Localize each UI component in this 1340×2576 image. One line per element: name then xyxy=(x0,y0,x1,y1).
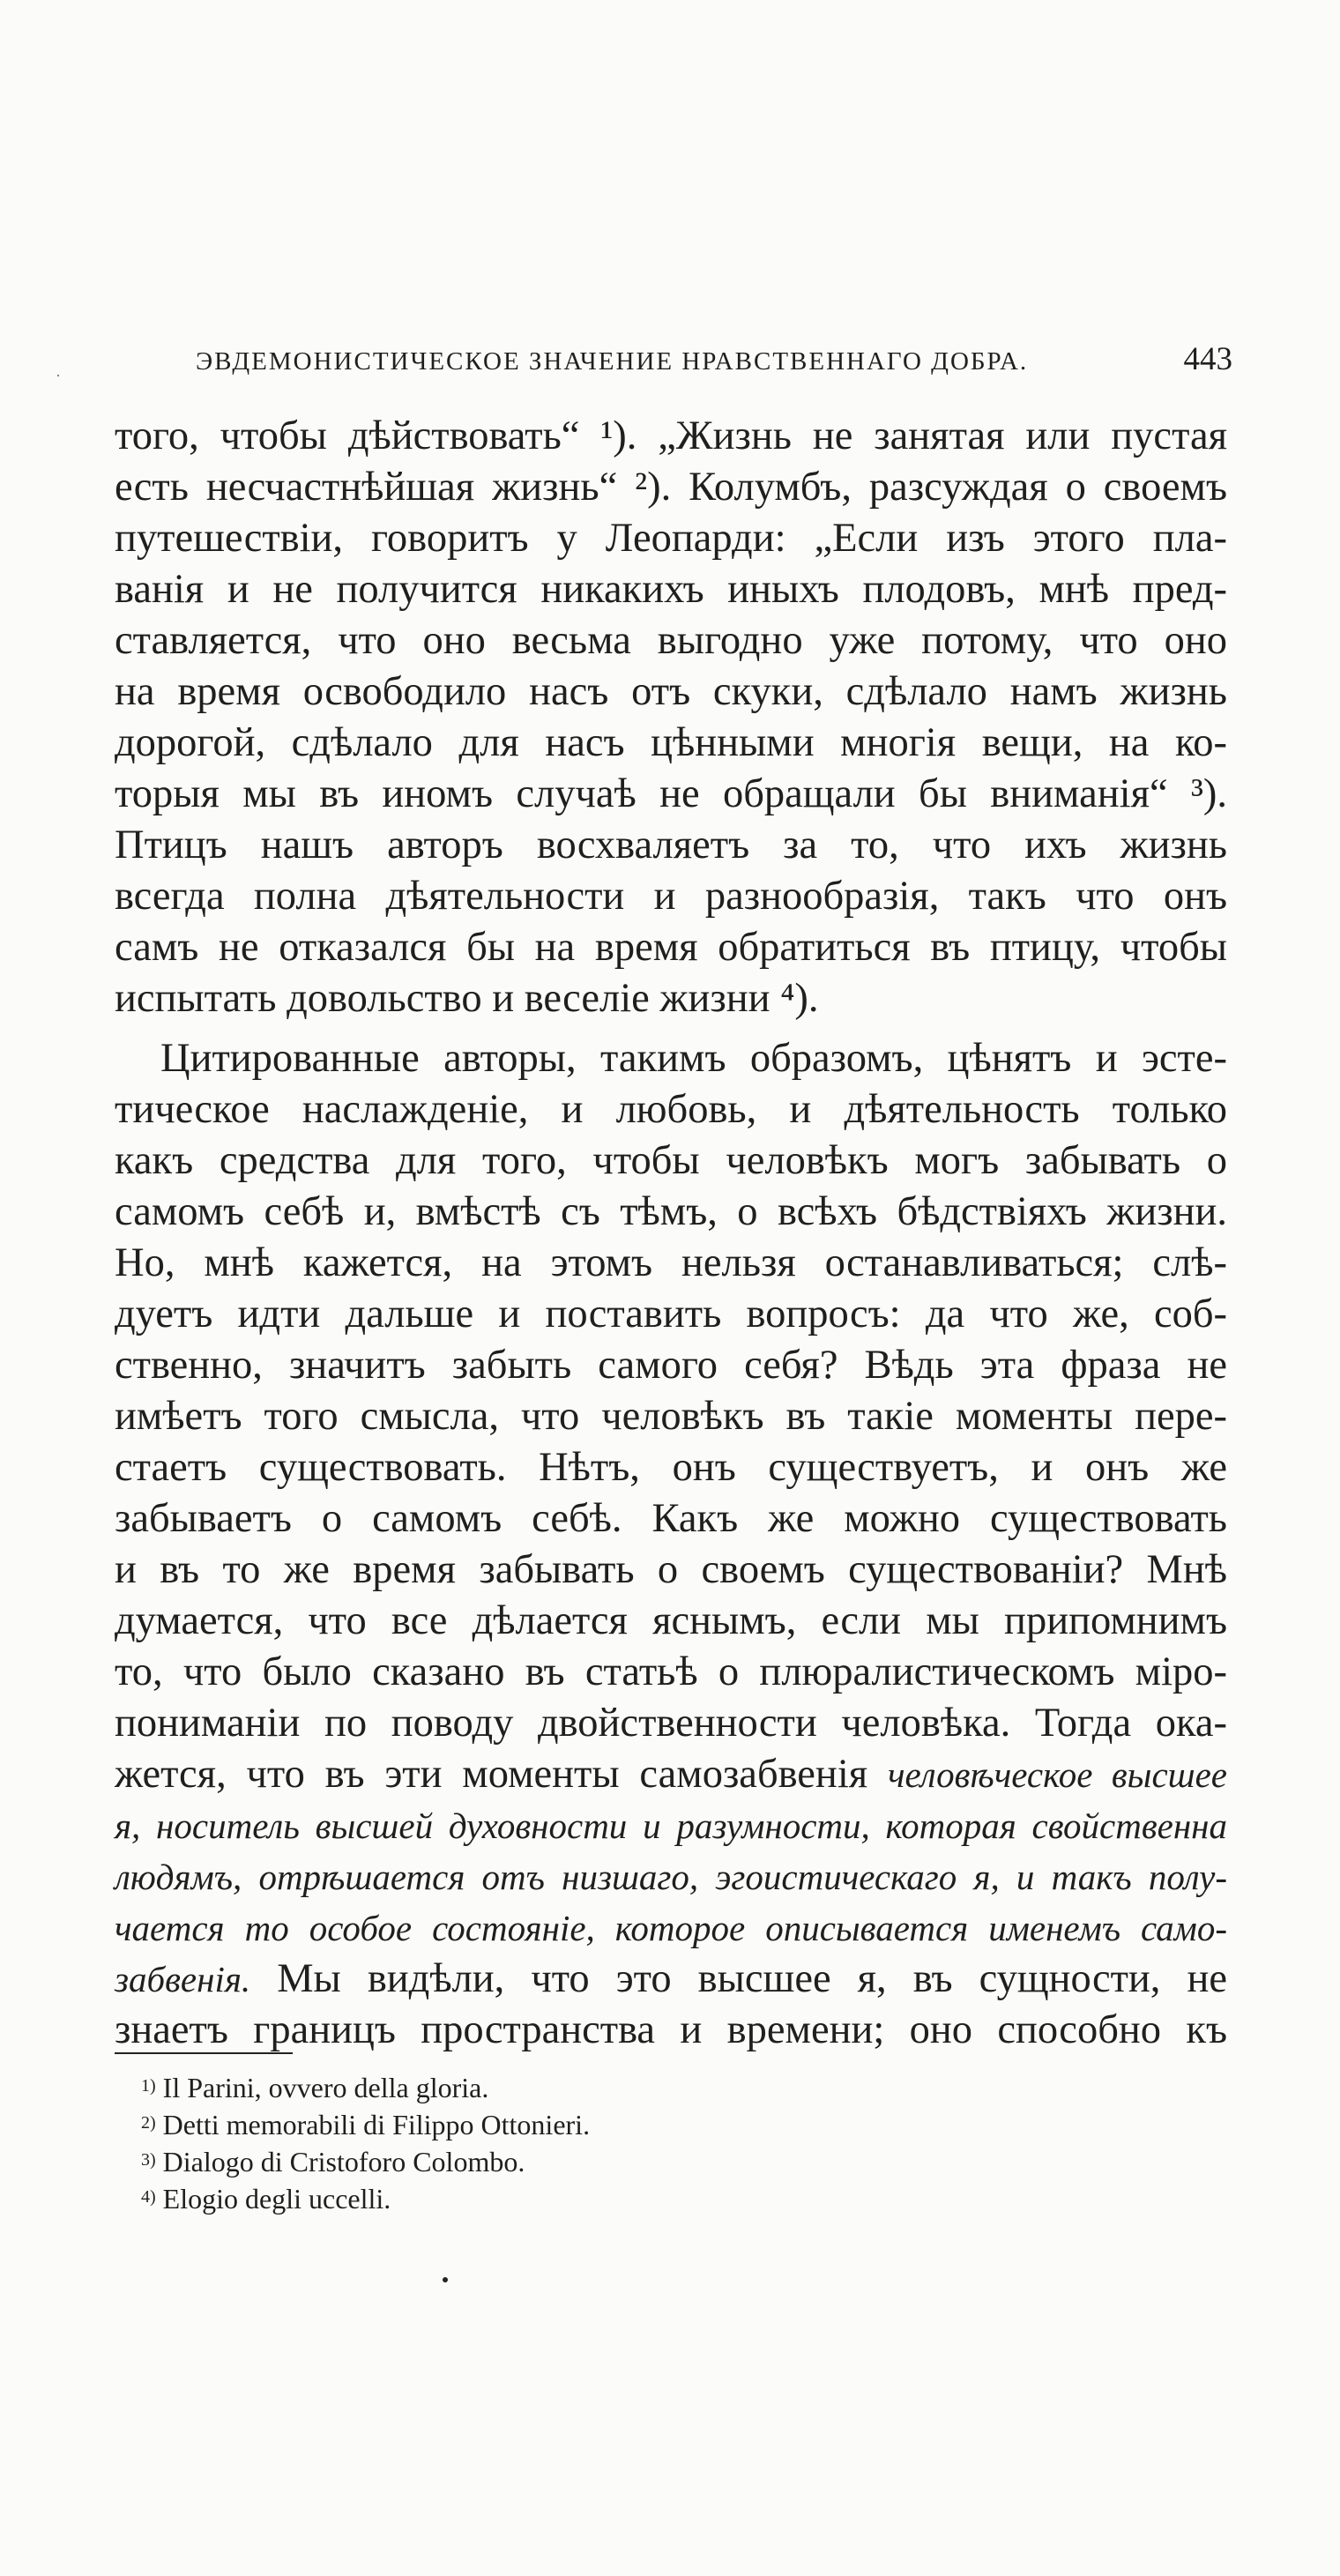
text-line: знаетъ границъ пространства и времени; оно способно къ xyxy=(115,2007,1227,2052)
text-line: забываетъ о самомъ себѣ. Какъ же можно существовать xyxy=(115,1496,1227,1541)
text-fragment: жется, что въ эти моменты самозабвенія xyxy=(115,1752,868,1797)
footnote-number: 3) xyxy=(141,2150,156,2170)
text-line: имѣетъ того смысла, что человѣкъ въ такіе моменты пере- xyxy=(115,1394,1227,1439)
italic-fragment: я, носитель высшей духовности и разумности, которая свойственна xyxy=(115,1805,1227,1846)
footnote-text: Elogio degli uccelli. xyxy=(162,2183,391,2215)
running-header-title: ЭВДЕМОНИСТИЧЕСКОЕ ЗНАЧЕНИЕ НРАВСТВЕННАГО ДОБРА. xyxy=(196,347,1029,376)
text-line: самомъ себѣ и, вмѣстѣ съ тѣмъ, о всѣхъ бѣдствіяхъ жизни. xyxy=(115,1189,1227,1234)
text-line: самъ не отказался бы на время обратиться въ птицу, чтобы xyxy=(115,925,1227,970)
page-number: 443 xyxy=(1183,341,1232,377)
italic-fragment: человѣческое высшее xyxy=(887,1754,1227,1795)
footnote-text: Dialogo di Cristoforo Colombo. xyxy=(162,2146,525,2178)
text-line: думается, что все дѣлается яснымъ, если мы припомнимъ xyxy=(115,1598,1227,1643)
text-line: Птицъ нашъ авторъ восхваляетъ за то, что ихъ жизнь xyxy=(115,823,1227,867)
paragraph-start-line: Цитированные авторы, такимъ образомъ, цѣнятъ и эсте- xyxy=(160,1036,1227,1081)
text-line: путешествіи, говоритъ у Леопарди: „Если изъ этого пла- xyxy=(115,516,1227,561)
ink-speck xyxy=(443,2277,448,2282)
text-line: Но, мнѣ кажется, на этомъ нельзя останавливаться; слѣ- xyxy=(115,1240,1227,1285)
footnote-number: 2) xyxy=(141,2113,156,2133)
text-line: пониманіи по поводу двойственности человѣка. Тогда ока- xyxy=(115,1701,1227,1746)
text-fragment: Мы видѣли, что это высшее я, въ сущности, не xyxy=(277,1956,1227,2001)
text-line: какъ средства для того, чтобы человѣкъ могъ забывать о xyxy=(115,1138,1227,1183)
text-line: испытать довольство и веселіе жизни ⁴). xyxy=(115,976,819,1021)
text-line: на время освободило насъ отъ скуки, сдѣлало намъ жизнь xyxy=(115,669,1227,714)
text-line: того, чтобы дѣйствовать“ ¹). „Жизнь не занятая или пустая xyxy=(115,413,1227,458)
text-line: стаетъ существовать. Нѣтъ, онъ существуетъ, и онъ же xyxy=(115,1445,1227,1490)
text-line: дуетъ идти дальше и поставить вопросъ: да что же, соб- xyxy=(115,1292,1227,1336)
text-line: торыя мы въ иномъ случаѣ не обращали бы вниманія“ ³). xyxy=(115,771,1227,816)
text-line: ственно, значитъ забыть самого себя? Вѣдь эта фраза не xyxy=(115,1343,1227,1388)
text-line: дорогой, сдѣлало для насъ цѣнными многія вещи, на ко- xyxy=(115,720,1227,765)
text-line: и въ то же время забывать о своемъ существованіи? Мнѣ xyxy=(115,1547,1227,1592)
italic-fragment: забвенія. xyxy=(115,1959,251,1999)
text-line: есть несчастнѣйшая жизнь“ ²). Колумбъ, разсуждая о своемъ xyxy=(115,465,1227,510)
text-line: ванія и не получится никакихъ иныхъ плодовъ, мнѣ пред- xyxy=(115,567,1227,612)
italic-fragment: чается то особое состояніе, которое описывается именемъ само- xyxy=(115,1908,1227,1948)
footnote-text: Il Parini, ovvero della gloria. xyxy=(162,2072,489,2103)
footnote-number: 1) xyxy=(141,2076,156,2096)
text-line: тическое наслажденіе, и любовь, и дѣятельность только xyxy=(115,1087,1227,1132)
footnote-text: Detti memorabili di Filippo Ottonieri. xyxy=(162,2109,591,2140)
text-line: ставляется, что оно весьма выгодно уже потому, что оно xyxy=(115,618,1227,663)
text-line: всегда полна дѣятельности и разнообразія, такъ что онъ xyxy=(115,874,1227,919)
text-line: то, что было сказано въ статьѣ о плюралистическомъ міро- xyxy=(115,1649,1227,1694)
ink-speck xyxy=(57,375,59,376)
footnote-number: 4) xyxy=(141,2187,156,2207)
italic-fragment: людямъ, отрѣшается отъ низшаго, эгоистическаго я, и такъ полу- xyxy=(115,1857,1227,1897)
